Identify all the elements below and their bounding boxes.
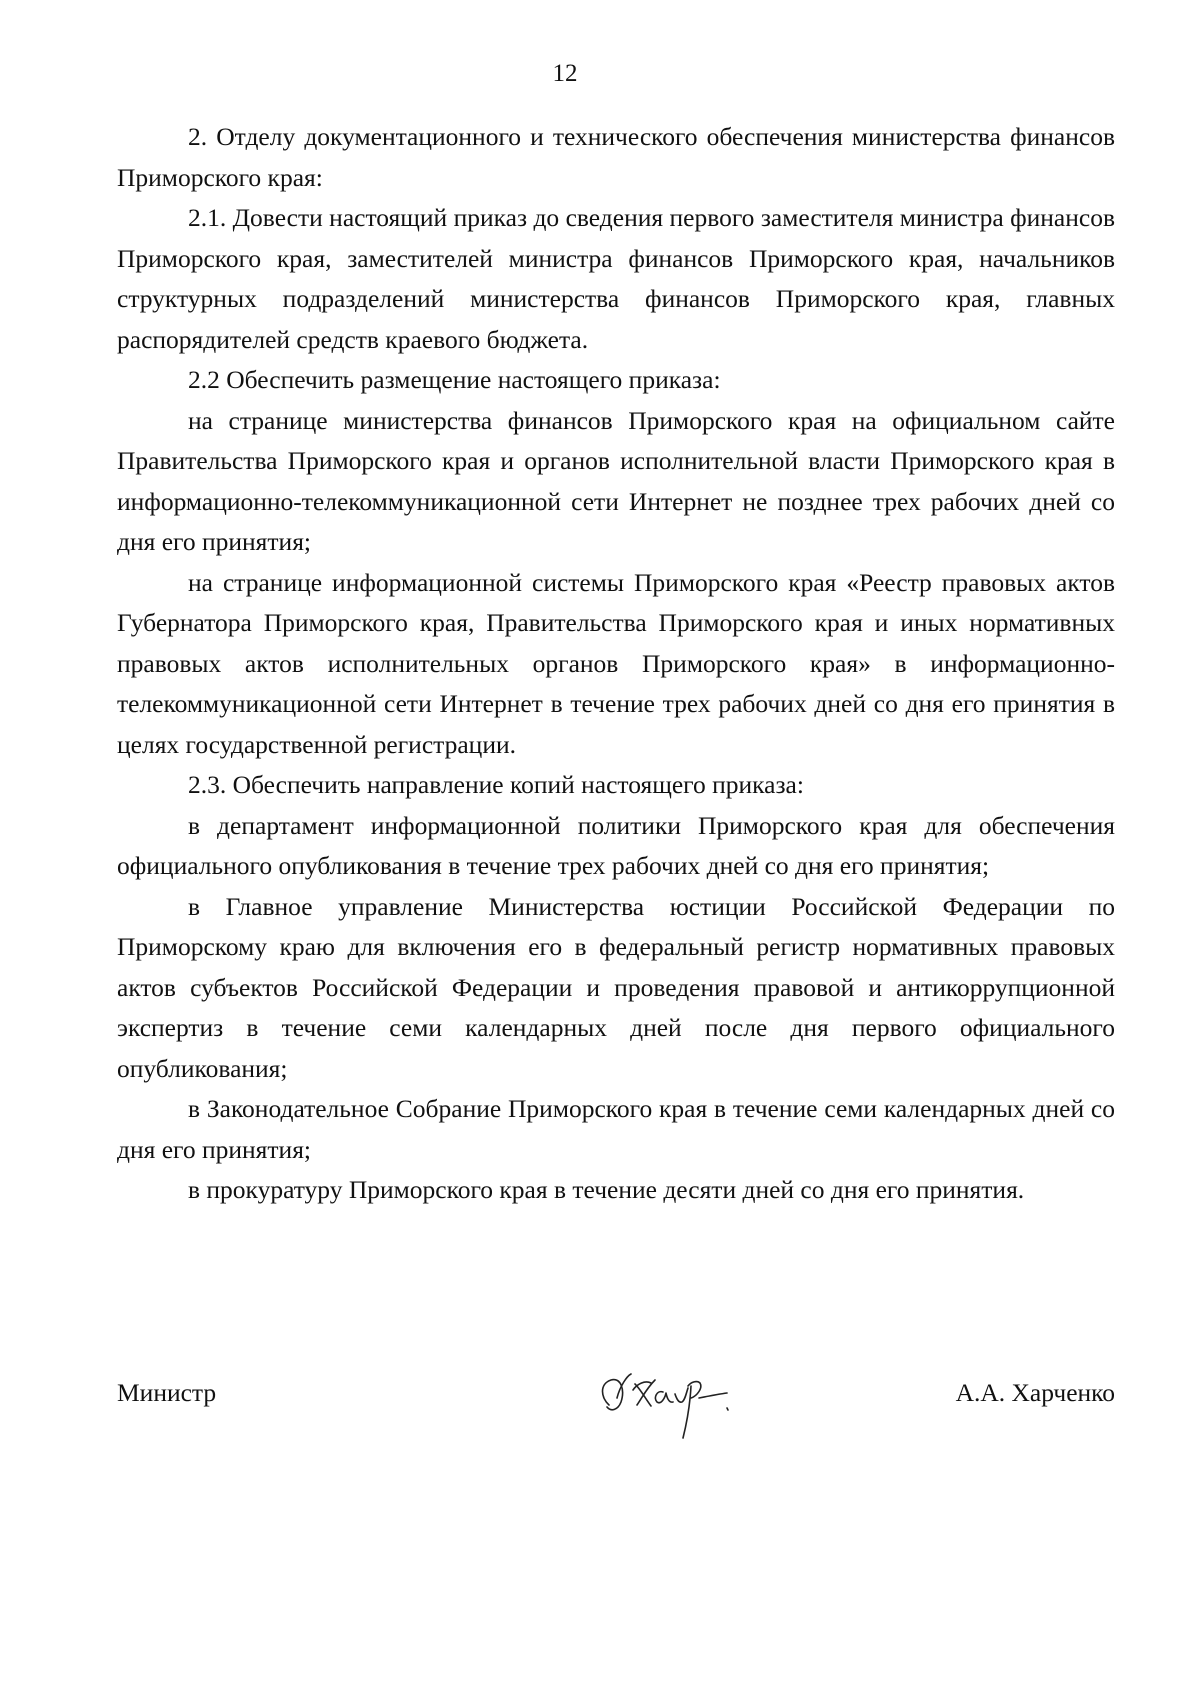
paragraph-2-3: 2.3. Обеспечить направление копий настоящего приказа: bbox=[188, 770, 804, 799]
paragraph-2-3-item-3: в Законодательное Собрание Приморского края в течение семи календарных дней со дня его принятия; bbox=[117, 1094, 1115, 1164]
signatory-title: Министр bbox=[117, 1378, 217, 1407]
paragraph-2-3-item-1: в департамент информационной политики Приморского края для обеспечения официального опубликования в течение трех рабочих дней со дня его принятия; bbox=[117, 810, 1115, 880]
paragraph-2-1: 2.1. Довести настоящий приказ до сведения первого заместителя министра финансов Приморского края, заместителей министра финансов Приморского края, начальников структурных подразделений министерства финансов Приморского края, главных распорядителей средств краевого бюджета. bbox=[117, 203, 1115, 354]
signatory-name: А.А. Харченко bbox=[955, 1378, 1115, 1407]
document-body bbox=[117, 117, 1115, 1211]
paragraph-2-2-item-1: на странице министерства финансов Приморского края на официальном сайте Правительства Приморского края и органов исполнительной власти Приморского края в информационно-телекоммуникационной сети Интернет не позднее трех рабочих дней со дня его принятия; bbox=[117, 405, 1115, 556]
page-number: 12 bbox=[552, 60, 578, 87]
paragraph-2-3-item-4: в прокуратуру Приморского края в течение десяти дней со дня его принятия. bbox=[188, 1175, 1025, 1204]
handwritten-signature bbox=[587, 1350, 777, 1455]
paragraph-2-2: 2.2 Обеспечить размещение настоящего приказа: bbox=[188, 365, 721, 394]
paragraph-2-3-item-2: в Главное управление Министерства юстиции Российской Федерации по Приморскому краю для включения его в федеральный регистр нормативных правовых актов субъектов Российской Федерации и проведения правовой и антикоррупционной экспертиз в течение семи календарных дней после дня первого официального опубликования; bbox=[117, 891, 1115, 1083]
paragraph-2-2-item-2: на странице информационной системы Приморского края «Реестр правовых актов Губернатора Приморского края, Правительства Приморского края и иных нормативных правовых актов исполнительных органов Приморского края» в информационно-телекоммуникационной сети Интернет в течение трех рабочих дней со дня его принятия в целях государственной регистрации. bbox=[117, 567, 1115, 759]
paragraph-2: 2. Отделу документационного и технического обеспечения министерства финансов Приморского края: bbox=[117, 122, 1115, 192]
signature-block bbox=[117, 1350, 1115, 1460]
